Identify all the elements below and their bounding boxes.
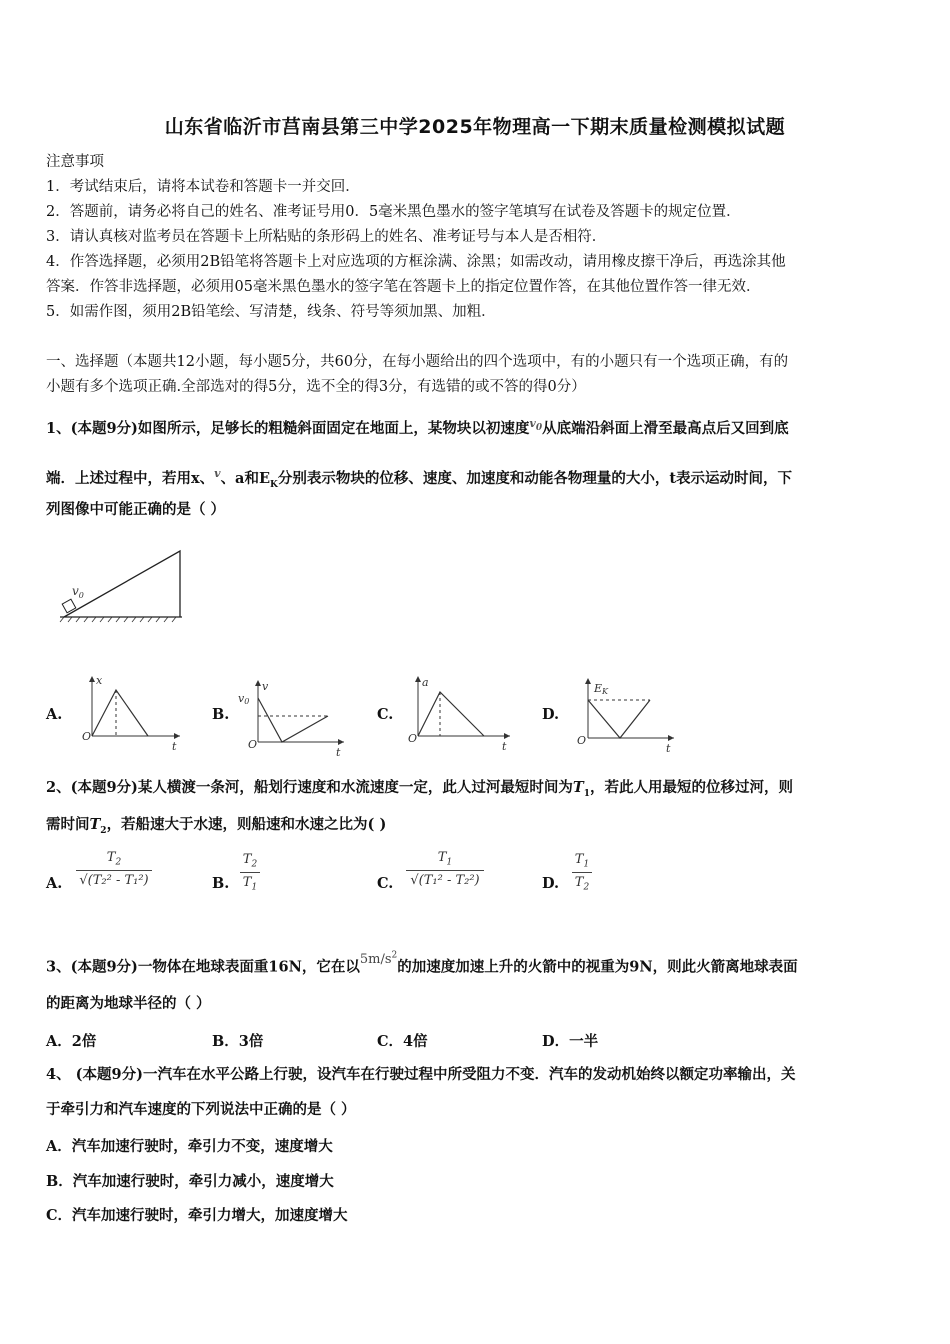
q1-option-a-letter[interactable]: A.	[46, 706, 63, 723]
q4-option-b[interactable]: B．汽车加速行驶时，牵引力减小，速度增大	[46, 1173, 334, 1190]
svg-text:t: t	[502, 740, 507, 753]
incline-v0-label: $v_0$	[72, 584, 84, 600]
q3-option-b[interactable]: B．3倍	[212, 1033, 264, 1050]
q3-option-a[interactable]: A．2倍	[46, 1033, 97, 1050]
q2-option-c-letter[interactable]: C.	[377, 875, 394, 892]
q2-option-d-fraction[interactable]: $T_1$ $T_2$	[572, 852, 592, 892]
section-heading-cont: 小题有多个选项正确.全部选对的得5分，选不全的得3分，有选错的或不答的得0分）	[46, 379, 586, 395]
q1-line-3: 列图像中可能正确的是（ ）	[46, 501, 226, 518]
svg-text:x: x	[96, 674, 103, 687]
q2-option-a-letter[interactable]: A.	[46, 875, 63, 892]
svg-text:t: t	[666, 742, 671, 755]
q4-option-c[interactable]: C．汽车加速行驶时，牵引力增大，加速度增大	[46, 1207, 348, 1224]
notice-item-4: 4．作答选择题，必须用2B铅笔将答题卡上对应选项的方框涂满、涂黑；如需改动，请用橡皮擦干净后，再选涂其他	[46, 254, 786, 270]
q2-option-c-fraction[interactable]: $T_1$ √(T₁² - T₂²)	[406, 850, 484, 888]
q4-line-1: 4、 (本题9分)一汽车在水平公路上行驶，设汽车在行驶过程中所受阻力不变．汽车的发动机始终以额定功率输出，关	[46, 1066, 796, 1083]
q1-option-c-letter[interactable]: C.	[377, 706, 394, 723]
incline-figure	[58, 545, 188, 625]
accel-value: $5m/s^2$	[359, 951, 398, 968]
q1-line-1: 1、(本题9分)如图所示，足够长的粗糙斜面固定在地面上，某物块以初速度$^{v_0}$从底端沿斜面上滑至最高点后又回到底	[46, 417, 789, 437]
notice-item-4-cont: 答案．作答非选择题，必须用05毫米黑色墨水的签字笔在答题卡上的指定位置作答，在其他位置作答一律无效．	[46, 279, 761, 295]
q2-option-a-fraction[interactable]: $T_2$ √(T₂² - T₁²)	[76, 850, 152, 888]
svg-text:v: v	[262, 680, 269, 693]
q1-line-2: 端．上述过程中，若用x、$^v$、a和$E_K$分别表示物块的位移、速度、加速度和动能各物理量的大小，t表示运动时间，下	[46, 467, 793, 490]
q3-line-1: 3、(本题9分)一物体在地球表面重16N，它在以$5m/s^2$的加速度加速上升的火箭中的视重为9N，则此火箭离地球表面	[46, 951, 798, 976]
q3-option-c[interactable]: C．4倍	[377, 1033, 428, 1050]
v0-symbol: v0	[529, 417, 543, 434]
q1-option-b-letter[interactable]: B.	[212, 706, 230, 723]
v-symbol: v	[214, 467, 221, 480]
q2-line-1: 2、(本题9分)某人横渡一条河，船划行速度和水流速度一定，此人过河最短时间为$T_1$，若此人用最短的位移过河，则	[46, 779, 793, 799]
q3-line-2: 的距离为地球半径的（ ）	[46, 995, 211, 1012]
q1-option-c-graph[interactable]	[406, 672, 514, 754]
q2-option-d-letter[interactable]: D.	[542, 875, 560, 892]
q2-option-b-fraction[interactable]: $T_2$ $T_1$	[240, 852, 260, 892]
notice-item-2: 2．答题前，请务必将自己的姓名、准考证号用0．5毫米黑色墨水的签字笔填写在试卷及答题卡的规定位置．	[46, 204, 741, 220]
section-heading: 一、选择题（本题共12小题，每小题5分，共60分，在每小题给出的四个选项中，有的小题只有一个选项正确，有的	[46, 354, 789, 370]
q1-option-d-graph[interactable]	[574, 674, 678, 756]
q1-option-b-graph[interactable]	[236, 676, 348, 758]
svg-text:O: O	[408, 732, 418, 745]
svg-text:O: O	[577, 734, 587, 747]
svg-text:t: t	[336, 746, 341, 758]
svg-text:O: O	[82, 730, 92, 743]
exam-title: 山东省临沂市莒南县第三中学2025年物理高一下期末质量检测模拟试题	[164, 116, 786, 138]
q3-option-d[interactable]: D．一半	[542, 1033, 599, 1050]
svg-text:a: a	[422, 676, 429, 689]
svg-text:v0: v0	[238, 692, 250, 706]
q4-option-a[interactable]: A．汽车加速行驶时，牵引力不变，速度增大	[46, 1138, 333, 1155]
svg-text:EK: EK	[594, 682, 609, 696]
notice-heading: 注意事项	[46, 154, 104, 170]
notice-item-3: 3．请认真核对监考员在答题卡上所粘贴的条形码上的姓名、准考证号与本人是否相符．	[46, 229, 607, 245]
q1-option-a-graph[interactable]	[80, 672, 185, 754]
notice-item-5: 5．如需作图，须用2B铅笔绘、写清楚，线条、符号等须加黑、加粗．	[46, 304, 496, 320]
q2-option-b-letter[interactable]: B.	[212, 875, 230, 892]
notice-item-1: 1．考试结束后，请将本试卷和答题卡一并交回．	[46, 179, 360, 195]
q2-line-2: 需时间$T_2$，若船速大于水速，则船速和水速之比为( )	[46, 816, 387, 836]
svg-text:t: t	[172, 740, 177, 753]
q4-line-2: 于牵引力和汽车速度的下列说法中正确的是（ ）	[46, 1101, 356, 1118]
q1-option-d-letter[interactable]: D.	[542, 706, 560, 723]
svg-text:O: O	[248, 738, 258, 751]
